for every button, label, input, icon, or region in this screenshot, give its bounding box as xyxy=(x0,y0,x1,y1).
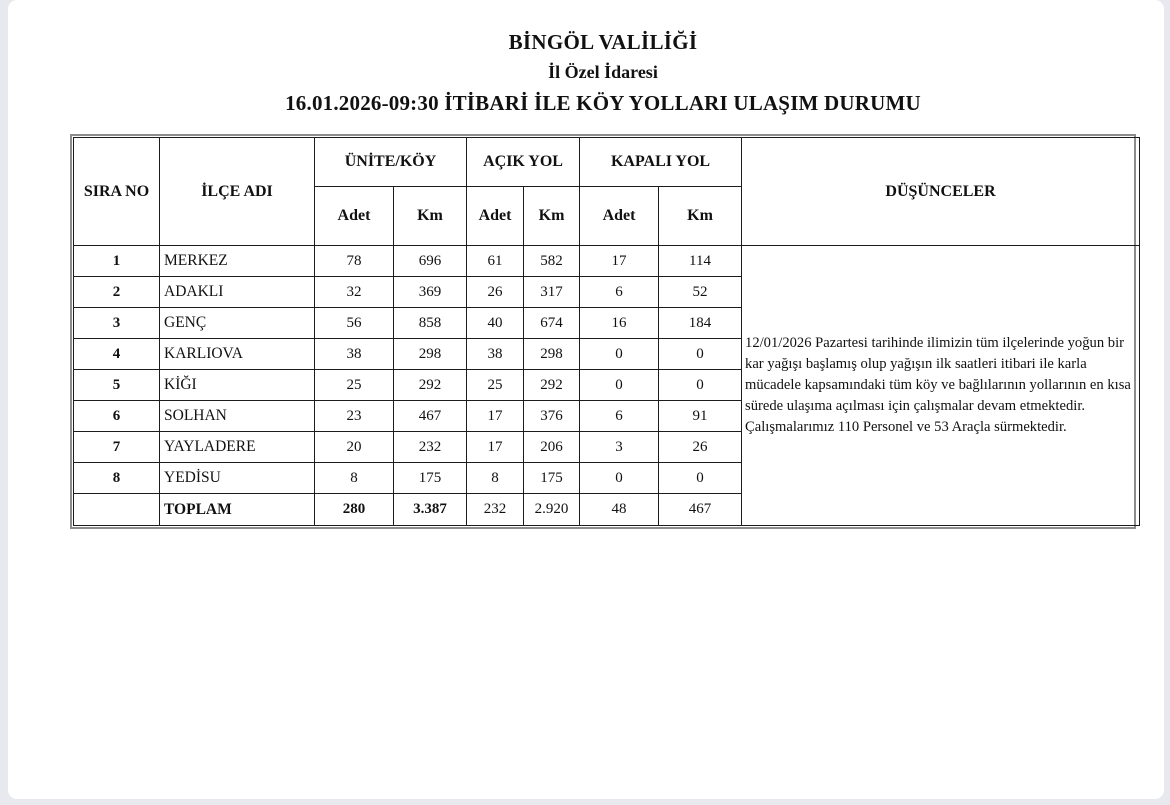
road-status-table-frame xyxy=(70,134,1136,529)
row-5-no: 5 xyxy=(74,370,160,401)
document-page xyxy=(8,0,1164,799)
row-2-unite-km: 369 xyxy=(394,277,467,308)
row-8-acik-adet: 8 xyxy=(467,463,524,494)
row-6-kapali-adet: 6 xyxy=(580,401,659,432)
row-7-kapali-km: 26 xyxy=(659,432,742,463)
header-kapali-km: Km xyxy=(659,187,742,246)
total-acik-km: 2.920 xyxy=(524,494,580,526)
row-3-acik-adet: 40 xyxy=(467,308,524,339)
header-acik-km: Km xyxy=(524,187,580,246)
row-5-unite-adet: 25 xyxy=(315,370,394,401)
row-3-acik-km: 674 xyxy=(524,308,580,339)
row-5-acik-adet: 25 xyxy=(467,370,524,401)
row-8-unite-adet: 8 xyxy=(315,463,394,494)
row-7-unite-adet: 20 xyxy=(315,432,394,463)
row-5-kapali-km: 0 xyxy=(659,370,742,401)
total-kapali-km: 467 xyxy=(659,494,742,526)
title-administration: İl Özel İdaresi xyxy=(548,62,658,82)
row-7-district: YAYLADERE xyxy=(160,432,315,463)
header-dusunceler: DÜŞÜNCELER xyxy=(742,138,1140,246)
row-4-unite-adet: 38 xyxy=(315,339,394,370)
row-5-unite-km: 292 xyxy=(394,370,467,401)
row-6-no: 6 xyxy=(74,401,160,432)
row-3-district: GENÇ xyxy=(160,308,315,339)
row-4-acik-adet: 38 xyxy=(467,339,524,370)
row-7-unite-km: 232 xyxy=(394,432,467,463)
row-5-kapali-adet: 0 xyxy=(580,370,659,401)
row-1-kapali-adet: 17 xyxy=(580,246,659,277)
row-3-kapali-adet: 16 xyxy=(580,308,659,339)
total-empty-cell xyxy=(74,494,160,526)
header-acik-adet: Adet xyxy=(467,187,524,246)
row-5-acik-km: 292 xyxy=(524,370,580,401)
road-status-table xyxy=(73,137,1140,526)
title-governorship: BİNGÖL VALİLİĞİ xyxy=(508,30,698,54)
row-6-unite-adet: 23 xyxy=(315,401,394,432)
row-1-acik-adet: 61 xyxy=(467,246,524,277)
row-4-acik-km: 298 xyxy=(524,339,580,370)
header-acik-yol: AÇIK YOL xyxy=(467,138,580,187)
row-6-kapali-km: 91 xyxy=(659,401,742,432)
row-2-no: 2 xyxy=(74,277,160,308)
header-unite-km: Km xyxy=(394,187,467,246)
table-row-merkez xyxy=(74,246,1140,277)
document-content xyxy=(70,30,1136,529)
row-8-no: 8 xyxy=(74,463,160,494)
row-4-no: 4 xyxy=(74,339,160,370)
row-7-acik-adet: 17 xyxy=(467,432,524,463)
row-2-acik-adet: 26 xyxy=(467,277,524,308)
row-3-kapali-km: 184 xyxy=(659,308,742,339)
row-2-acik-km: 317 xyxy=(524,277,580,308)
row-3-no: 3 xyxy=(74,308,160,339)
row-7-acik-km: 206 xyxy=(524,432,580,463)
document-titles xyxy=(70,30,1136,116)
row-7-no: 7 xyxy=(74,432,160,463)
header-unite-koy: ÜNİTE/KÖY xyxy=(315,138,467,187)
row-3-unite-km: 858 xyxy=(394,308,467,339)
row-2-unite-adet: 32 xyxy=(315,277,394,308)
header-sira-no: SIRA NO xyxy=(74,138,160,246)
total-unite-adet: 280 xyxy=(315,494,394,526)
row-6-unite-km: 467 xyxy=(394,401,467,432)
row-4-unite-km: 298 xyxy=(394,339,467,370)
row-1-acik-km: 582 xyxy=(524,246,580,277)
row-7-kapali-adet: 3 xyxy=(580,432,659,463)
total-unite-km: 3.387 xyxy=(394,494,467,526)
row-6-acik-adet: 17 xyxy=(467,401,524,432)
total-acik-adet: 232 xyxy=(467,494,524,526)
row-6-district: SOLHAN xyxy=(160,401,315,432)
row-1-kapali-km: 114 xyxy=(659,246,742,277)
row-2-kapali-km: 52 xyxy=(659,277,742,308)
row-5-district: KİĞI xyxy=(160,370,315,401)
header-kapali-yol: KAPALI YOL xyxy=(580,138,742,187)
header-ilce-adi: İLÇE ADI xyxy=(160,138,315,246)
total-label: TOPLAM xyxy=(160,494,315,526)
row-4-kapali-adet: 0 xyxy=(580,339,659,370)
row-8-kapali-km: 0 xyxy=(659,463,742,494)
total-kapali-adet: 48 xyxy=(580,494,659,526)
row-1-district: MERKEZ xyxy=(160,246,315,277)
row-2-kapali-adet: 6 xyxy=(580,277,659,308)
row-8-district: YEDİSU xyxy=(160,463,315,494)
row-8-unite-km: 175 xyxy=(394,463,467,494)
row-4-district: KARLIOVA xyxy=(160,339,315,370)
row-6-acik-km: 376 xyxy=(524,401,580,432)
row-8-kapali-adet: 0 xyxy=(580,463,659,494)
row-1-no: 1 xyxy=(74,246,160,277)
row-1-unite-km: 696 xyxy=(394,246,467,277)
title-report-subject: 16.01.2026-09:30 İTİBARİ İLE KÖY YOLLARI ULAŞIM DURUMU xyxy=(285,91,921,115)
row-2-district: ADAKLI xyxy=(160,277,315,308)
row-3-unite-adet: 56 xyxy=(315,308,394,339)
row-4-kapali-km: 0 xyxy=(659,339,742,370)
row-1-unite-adet: 78 xyxy=(315,246,394,277)
row-8-acik-km: 175 xyxy=(524,463,580,494)
remarks-text: 12/01/2026 Pazartesi tarihinde ilimizin tüm ilçelerinde yoğun bir kar yağışı başlamış olup yağışın ilk saatleri itibari ile karla mücadele kapsamındaki tüm köy ve bağlılarının yollarının en kısa sürede ulaşıma açılması için çalışmalar devam etmektedir. Çalışmalarımız 110 Personel ve 53 Araçla sürmektedir. xyxy=(742,246,1140,526)
header-kapali-adet: Adet xyxy=(580,187,659,246)
header-unite-adet: Adet xyxy=(315,187,394,246)
